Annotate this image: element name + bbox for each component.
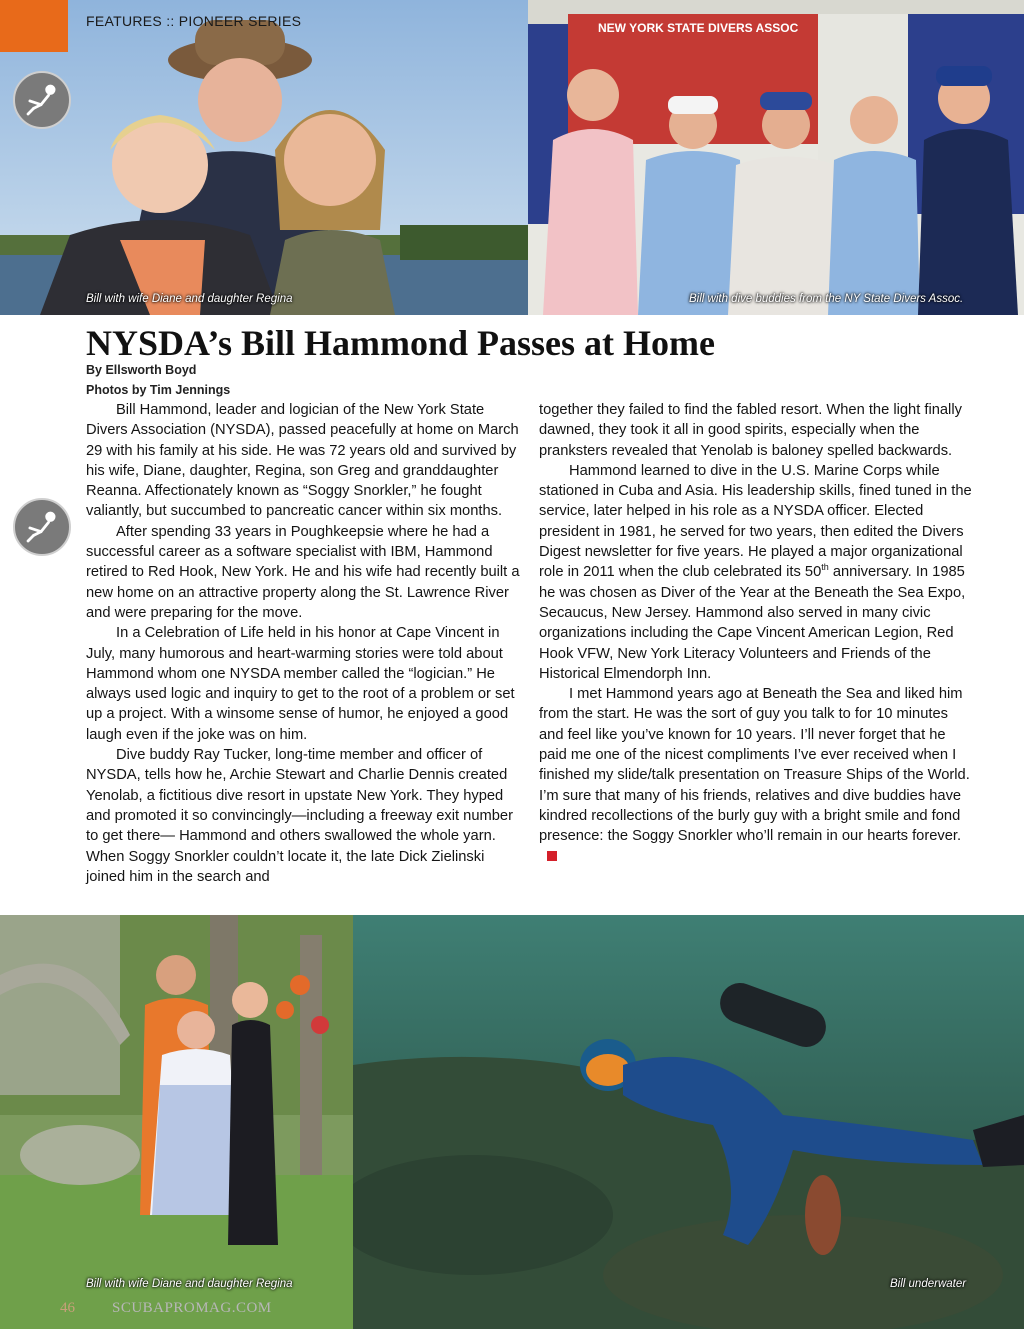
end-of-article-icon: [547, 851, 557, 861]
section-label: FEATURES :: PIONEER SERIES: [86, 13, 302, 29]
ordinal-suffix: th: [821, 562, 829, 573]
section-color-tab: [0, 0, 68, 52]
photo-family-waterfront: [0, 0, 528, 315]
article-left-column: [86, 400, 520, 887]
article-paragraph: [539, 684, 973, 867]
photo-dive-buddies-booth: [528, 0, 1024, 315]
paragraph-text: anniversary. In 1985 he was chosen as Diver of the Year at the Beneath the Sea Expo, Secaucus, New Jersey. Hammond also served in many civic organizations including the Cape Vincent American Legion, Red Hook VFW, New York Literacy Volunteers and Friends of the Historical Elmendorph Inn.: [539, 564, 966, 682]
caption-top-left: Bill with wife Diane and daughter Regina: [86, 293, 293, 305]
caption-top-right: Bill with dive buddies from the NY State Divers Assoc.: [689, 293, 964, 305]
article-paragraph: Bill Hammond, leader and logician of the New York State Divers Association (NYSDA), passed peacefully at home on March 29 with his family at his side. He was 72 years old and survived by his wife, Diane, daughter, Regina, son Greg and granddaughter Reanna. Affectionately known as “Soggy Snorkler,” he fought valiantly, but succumbed to pancreatic cancer within six months.: [86, 402, 519, 520]
paragraph-text: I met Hammond years ago at Beneath the Sea and liked him from the start. He was the sort of guy you talk to for 10 minutes and feel like you’ve known for 10 years. I’ll never forget that he paid me one of the nicest compliments I’ve ever received when I finished my slide/talk presentation on Treasure Ships of the World. I’m sure that many of his friends, relatives and dive buddies have kindred recollections of the burly guy with a bright smile and fond presence: the Soggy Snorkler who’ll remain in our hearts forever.: [539, 686, 970, 845]
article-paragraph: Dive buddy Ray Tucker, long-time member and officer of NYSDA, tells how he, Archie Stewart and Charlie Dennis created Yenolab, a fictitious dive resort in upstate New York. They hyped and promoted it so convincingly—including a freeway exit number to get there— Hammond and others swallowed the whole yarn. When Soggy Snorkler couldn’t locate it, the late Dick Zielinski joined him in the search and: [86, 747, 513, 885]
paragraph-text: Hammond learned to dive in the U.S. Marine Corps while stationed in Cuba and Asia. His leadership skills, fined tuned in the service, later helped in his role as a NYSDA officer. Elected president in 1981, he served for two years, then edited the Divers Digest newsletter for five years. He played a major organizational role in 2011 when the club celebrated its 50: [539, 462, 972, 581]
article-paragraph: In a Celebration of Life held in his honor at Cape Vincent in July, many humorous and heart-warming stories were told about Hammond whom one NYSDA member called the “logician.” He always used logic and inquiry to get to the root of a problem or set up a project. With a winsome sense of humor, he enjoyed a good laugh even if the joke was on him.: [86, 625, 515, 743]
diver-badge-icon: [13, 71, 71, 129]
article-headline: NYSDA’s Bill Hammond Passes at Home: [86, 323, 715, 363]
article-paragraph: together they failed to find the fabled resort. When the light finally dawned, they took it all in good spirits, especially when the pranksters revealed that Yenolab is baloney spelled backwards.: [539, 402, 962, 459]
photo-family-garden: [0, 915, 353, 1329]
caption-bottom-left: Bill with wife Diane and daughter Regina: [86, 1278, 293, 1290]
article-paragraph: [539, 461, 973, 684]
page-number: 46: [60, 1300, 75, 1316]
article-byline: By Ellsworth Boyd: [86, 363, 197, 377]
photo-diver-underwater: [353, 915, 1024, 1329]
caption-bottom-right: Bill underwater: [890, 1278, 967, 1290]
footer-site-link[interactable]: SCUBAPROMAG.COM: [112, 1300, 272, 1316]
article-right-column: [539, 400, 973, 867]
booth-banner-text: NEW YORK STATE DIVERS ASSOC: [598, 21, 799, 35]
diver-badge-icon: [13, 498, 71, 556]
article-photo-credit: Photos by Tim Jennings: [86, 383, 231, 397]
article-paragraph: After spending 33 years in Poughkeepsie where he had a successful career as a software specialist with IBM, Hammond retired to Red Hook, New York. He and his wife had recently built a new home on an attractive property along the St. Lawrence River and were preparing for the move.: [86, 523, 520, 621]
